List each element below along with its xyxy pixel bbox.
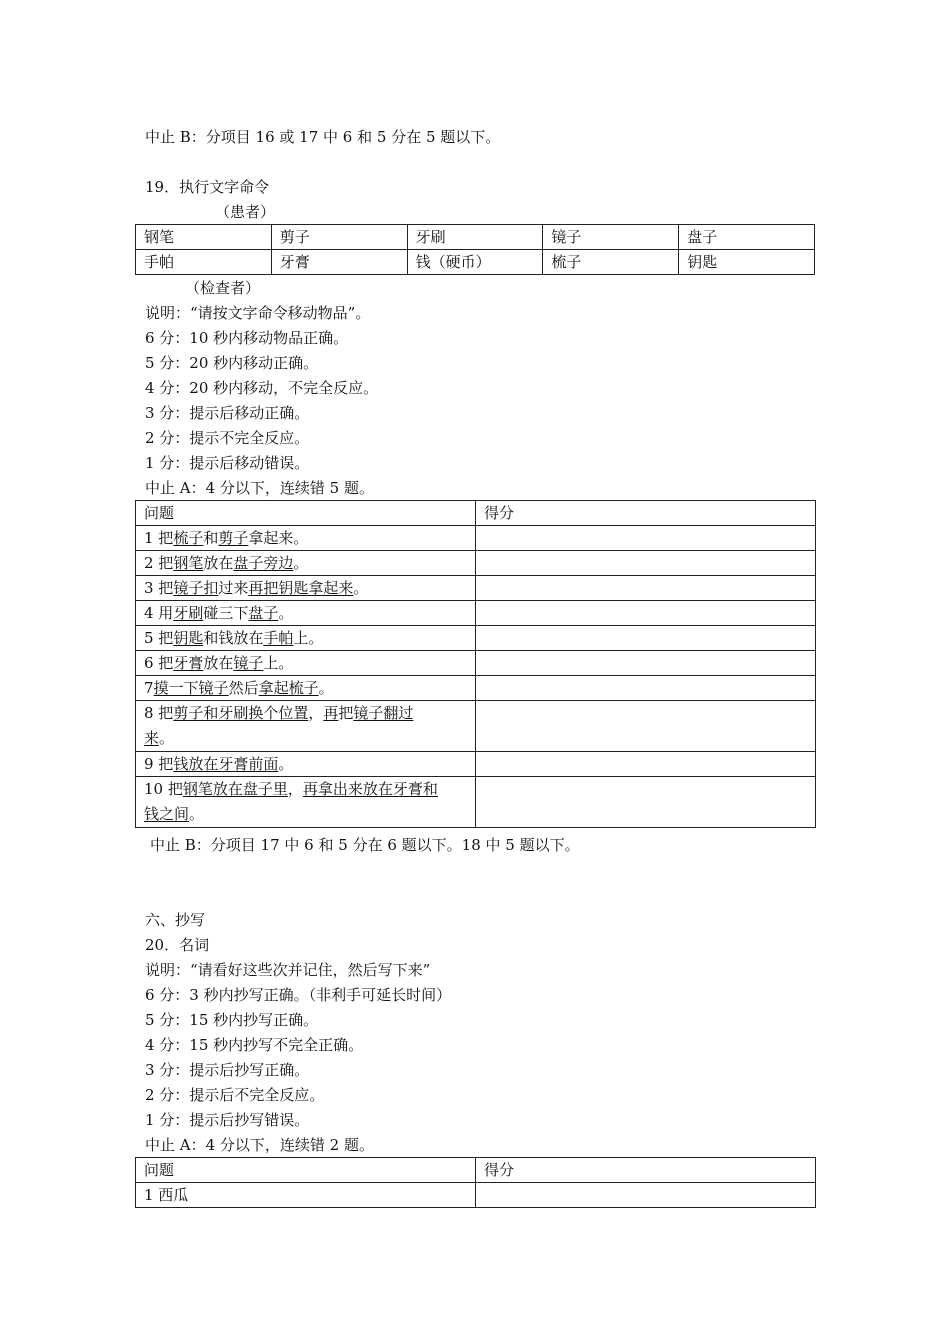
object-cell: 牙膏 [271, 250, 407, 275]
question-cell: 7摸一下镜子然后拿起梳子。 [136, 676, 476, 701]
object-cell: 手帕 [136, 250, 272, 275]
table-row [136, 752, 816, 777]
table-row [136, 676, 816, 701]
score-cell[interactable] [476, 626, 816, 651]
question-cell: 6 把牙膏放在镜子上。 [136, 651, 476, 676]
score-criterion: 3 分：提示后抄写正确。 [145, 1061, 310, 1079]
score-criterion: 4 分：20 秒内移动，不完全反应。 [145, 379, 379, 397]
object-cell: 牙刷 [407, 225, 543, 250]
score-cell[interactable] [476, 576, 816, 601]
score-criterion: 6 分：10 秒内移动物品正确。 [145, 329, 349, 347]
table-row [136, 551, 816, 576]
question-cell: 3 把镜子扣过来再把钥匙拿起来。 [136, 576, 476, 601]
score-cell[interactable] [476, 676, 816, 701]
section-20-title: 20．名词 [145, 936, 210, 954]
section-heading: 六、抄写 [145, 911, 206, 929]
stop-a-rule: 中止 A：4 分以下，连续错 2 题。 [145, 1136, 374, 1154]
question-cell: 2 把钢笔放在盘子旁边。 [136, 551, 476, 576]
instruction-note: 说明：“请看好这些次并记住，然后写下来” [145, 961, 431, 979]
table-row [136, 1183, 816, 1208]
score-criterion: 5 分：15 秒内抄写正确。 [145, 1011, 319, 1029]
score-cell[interactable] [476, 1183, 816, 1208]
question-cell: 4 用牙刷碰三下盘子。 [136, 601, 476, 626]
score-cell[interactable] [476, 651, 816, 676]
column-header-question: 问题 [136, 1158, 476, 1183]
examiner-label: （检查者） [185, 279, 261, 297]
score-criterion: 4 分：15 秒内抄写不完全正确。 [145, 1036, 364, 1054]
question-cell: 9 把钱放在牙膏前面。 [136, 752, 476, 777]
question-cell: 1 把梳子和剪子拿起来。 [136, 526, 476, 551]
section-19-title: 19．执行文字命令 [145, 178, 270, 196]
question-cell: 5 把钥匙和钱放在手帕上。 [136, 626, 476, 651]
table-row [136, 651, 816, 676]
score-cell[interactable] [476, 752, 816, 777]
instruction-note: 说明：“请按文字命令移动物品”。 [145, 304, 371, 322]
score-cell[interactable] [476, 701, 816, 752]
table-row [136, 626, 816, 651]
table-row [136, 601, 816, 626]
question-cell: 1 西瓜 [136, 1183, 476, 1208]
patient-label: （患者） [215, 203, 276, 221]
score-criterion: 3 分：提示后移动正确。 [145, 404, 310, 422]
score-criterion: 5 分：20 秒内移动正确。 [145, 354, 319, 372]
table-row [136, 701, 816, 752]
object-cell: 盘子 [679, 225, 815, 250]
stop-a-rule: 中止 A：4 分以下，连续错 5 题。 [145, 479, 374, 497]
object-cell: 钢笔 [136, 225, 272, 250]
object-cell: 钥匙 [679, 250, 815, 275]
objects-table [135, 224, 815, 275]
score-cell[interactable] [476, 526, 816, 551]
table-row [136, 526, 816, 551]
object-cell: 钱（硬币） [407, 250, 543, 275]
score-criterion: 2 分：提示不完全反应。 [145, 429, 310, 447]
object-cell: 梳子 [543, 250, 679, 275]
stop-b-rule: 中止 B：分项目 17 中 6 和 5 分在 6 题以下。18 中 5 题以下。 [150, 836, 580, 854]
copy-table [135, 1157, 816, 1208]
stop-b-16-17: 中止 B：分项目 16 或 17 中 6 和 5 分在 5 题以下。 [145, 128, 501, 146]
column-header-score: 得分 [476, 501, 816, 526]
question-cell: 10 把钢笔放在盘子里，再拿出来放在牙膏和 钱之间。 [136, 777, 476, 828]
score-criterion: 2 分：提示后不完全反应。 [145, 1086, 325, 1104]
score-criterion: 6 分：3 秒内抄写正确。（非利手可延长时间） [145, 986, 452, 1004]
column-header-question: 问题 [136, 501, 476, 526]
score-cell[interactable] [476, 777, 816, 828]
object-cell: 镜子 [543, 225, 679, 250]
object-cell: 剪子 [271, 225, 407, 250]
score-cell[interactable] [476, 601, 816, 626]
score-cell[interactable] [476, 551, 816, 576]
command-table [135, 500, 816, 828]
table-row [136, 576, 816, 601]
question-cell: 8 把剪子和牙刷换个位置，再把镜子翻过 来。 [136, 701, 476, 752]
score-criterion: 1 分：提示后抄写错误。 [145, 1111, 310, 1129]
table-row [136, 777, 816, 828]
column-header-score: 得分 [476, 1158, 816, 1183]
score-criterion: 1 分：提示后移动错误。 [145, 454, 310, 472]
